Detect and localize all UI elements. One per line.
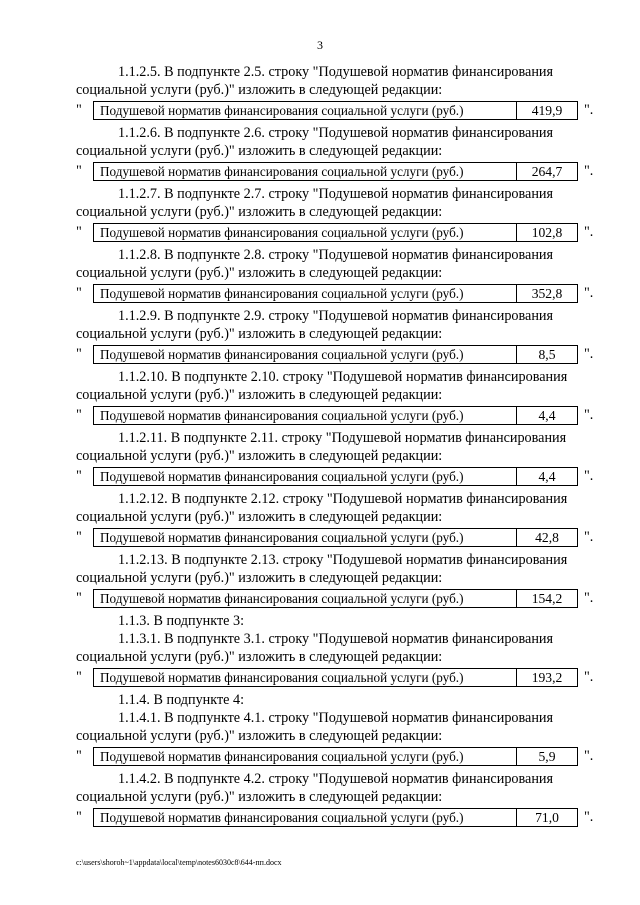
table-cell-value: 352,8 [516, 285, 577, 302]
amendment-text [76, 630, 596, 648]
replacement-table [93, 284, 578, 303]
item-text-line1: В подпункте 3.1. строку "Подушевой норматив финансирования [164, 631, 554, 647]
table-cell-value: 8,5 [516, 346, 577, 363]
item-number: 1.1.4.2. [118, 771, 161, 787]
replacement-table [93, 223, 578, 242]
item-text-line1: В подпункте 2.8. строку "Подушевой норматив финансирования [164, 247, 554, 263]
replacement-table [93, 528, 578, 547]
section-heading: 1.1.3. В подпункте 3: [118, 613, 245, 629]
table-cell-label: Подушевой норматив финансирования социальной услуги (руб.) [100, 347, 464, 362]
replacement-table [93, 345, 578, 364]
item-number: 1.1.2.9. [118, 308, 161, 324]
close-quote: ". [584, 102, 594, 118]
amendment-item [76, 368, 596, 427]
item-text-line2: социальной услуги (руб.)" изложить в следующей редакции: [76, 509, 443, 525]
close-quote: ". [584, 590, 594, 606]
amendment-text [76, 124, 596, 142]
close-quote: ". [584, 346, 594, 362]
amendment-item [76, 124, 596, 183]
item-number: 1.1.2.6. [118, 125, 161, 141]
amendment-item [76, 630, 596, 689]
item-number: 1.1.3.1. [118, 631, 161, 647]
table-cell-label: Подушевой норматив финансирования социальной услуги (руб.) [100, 469, 464, 484]
item-text-line1: В подпункте 2.9. строку "Подушевой норматив финансирования [164, 308, 554, 324]
open-quote: " [76, 346, 82, 362]
table-cell-label: Подушевой норматив финансирования социальной услуги (руб.) [100, 286, 464, 301]
item-text-line2: социальной услуги (руб.)" изложить в следующей редакции: [76, 728, 443, 744]
table-cell-value: 102,8 [516, 224, 577, 241]
item-text-line2: социальной услуги (руб.)" изложить в следующей редакции: [76, 649, 443, 665]
table-cell-value: 193,2 [516, 669, 577, 686]
item-number: 1.1.2.10. [118, 369, 168, 385]
replacement-table [93, 668, 578, 687]
item-text-line2: социальной услуги (руб.)" изложить в следующей редакции: [76, 448, 443, 464]
open-quote: " [76, 669, 82, 685]
item-text-line1: В подпункте 2.12. строку "Подушевой норматив финансирования [171, 491, 568, 507]
open-quote: " [76, 163, 82, 179]
open-quote: " [76, 285, 82, 301]
item-text-line2: социальной услуги (руб.)" изложить в следующей редакции: [76, 387, 443, 403]
open-quote: " [76, 468, 82, 484]
item-text-line1: В подпункте 4.2. строку "Подушевой норматив финансирования [164, 771, 554, 787]
close-quote: ". [584, 669, 594, 685]
close-quote: ". [584, 285, 594, 301]
replacement-row [76, 589, 596, 610]
amendment-item [76, 63, 596, 122]
amendment-item [76, 307, 596, 366]
table-cell-label: Подушевой норматив финансирования социальной услуги (руб.) [100, 810, 464, 825]
amendment-text [76, 770, 596, 788]
item-number: 1.1.2.8. [118, 247, 161, 263]
table-cell-label: Подушевой норматив финансирования социальной услуги (руб.) [100, 103, 464, 118]
footer-file-path: c:\users\shoroh~1\appdata\local\temp\notes6030c8\644-пп.docx [76, 858, 282, 867]
item-number: 1.1.4.1. [118, 710, 161, 726]
close-quote: ". [584, 468, 594, 484]
page-number: 3 [317, 38, 323, 52]
item-text-line2: социальной услуги (руб.)" изложить в следующей редакции: [76, 82, 443, 98]
item-text-line1: В подпункте 2.10. строку "Подушевой норматив финансирования [171, 369, 568, 385]
amendment-item [76, 709, 596, 768]
table-cell-label: Подушевой норматив финансирования социальной услуги (руб.) [100, 591, 464, 606]
table-cell-label: Подушевой норматив финансирования социальной услуги (руб.) [100, 530, 464, 545]
replacement-table [93, 406, 578, 425]
table-cell-value: 42,8 [516, 529, 577, 546]
item-text-line2: социальной услуги (руб.)" изложить в следующей редакции: [76, 265, 443, 281]
close-quote: ". [584, 224, 594, 240]
table-cell-label: Подушевой норматив финансирования социальной услуги (руб.) [100, 225, 464, 240]
open-quote: " [76, 407, 82, 423]
replacement-table [93, 747, 578, 766]
document-body [76, 63, 596, 831]
amendment-text [76, 307, 596, 325]
section-heading: 1.1.4. В подпункте 4: [118, 692, 245, 708]
open-quote: " [76, 809, 82, 825]
table-cell-value: 154,2 [516, 590, 577, 607]
replacement-row [76, 101, 596, 122]
table-cell-label: Подушевой норматив финансирования социальной услуги (руб.) [100, 749, 464, 764]
amendment-item [76, 770, 596, 829]
item-text-line2: социальной услуги (руб.)" изложить в следующей редакции: [76, 326, 443, 342]
amendment-item [76, 429, 596, 488]
replacement-row [76, 747, 596, 768]
table-cell-value: 264,7 [516, 163, 577, 180]
replacement-row [76, 284, 596, 305]
item-text-line1: В подпункте 2.11. строку "Подушевой норматив финансирования [170, 430, 567, 446]
close-quote: ". [584, 809, 594, 825]
replacement-table [93, 589, 578, 608]
item-text-line1: В подпункте 2.13. строку "Подушевой норматив финансирования [171, 552, 568, 568]
amendment-text [76, 709, 596, 727]
amendment-text [76, 490, 596, 508]
table-cell-value: 4,4 [516, 468, 577, 485]
amendment-text [76, 185, 596, 203]
item-text-line2: социальной услуги (руб.)" изложить в следующей редакции: [76, 143, 443, 159]
close-quote: ". [584, 163, 594, 179]
open-quote: " [76, 748, 82, 764]
item-number: 1.1.2.7. [118, 186, 161, 202]
amendment-text [76, 368, 596, 386]
replacement-row [76, 668, 596, 689]
amendment-text [76, 429, 596, 447]
amendment-item [76, 185, 596, 244]
replacement-row [76, 808, 596, 829]
item-number: 1.1.2.5. [118, 64, 161, 80]
item-text-line2: социальной услуги (руб.)" изложить в следующей редакции: [76, 789, 443, 805]
replacement-table [93, 467, 578, 486]
item-text-line1: В подпункте 2.6. строку "Подушевой норматив финансирования [164, 125, 554, 141]
item-text-line2: социальной услуги (руб.)" изложить в следующей редакции: [76, 570, 443, 586]
replacement-row [76, 528, 596, 549]
open-quote: " [76, 590, 82, 606]
close-quote: ". [584, 407, 594, 423]
replacement-row [76, 162, 596, 183]
open-quote: " [76, 224, 82, 240]
item-text-line2: социальной услуги (руб.)" изложить в следующей редакции: [76, 204, 443, 220]
amendment-item [76, 246, 596, 305]
amendment-text [76, 246, 596, 264]
amendment-item [76, 490, 596, 549]
item-number: 1.1.2.13. [118, 552, 168, 568]
close-quote: ". [584, 529, 594, 545]
table-cell-value: 4,4 [516, 407, 577, 424]
replacement-table [93, 162, 578, 181]
item-number: 1.1.2.12. [118, 491, 168, 507]
item-text-line1: В подпункте 4.1. строку "Подушевой норматив финансирования [164, 710, 554, 726]
replacement-row [76, 223, 596, 244]
replacement-table [93, 808, 578, 827]
open-quote: " [76, 102, 82, 118]
close-quote: ". [584, 748, 594, 764]
table-cell-value: 419,9 [516, 102, 577, 119]
table-cell-value: 71,0 [516, 809, 577, 826]
replacement-table [93, 101, 578, 120]
replacement-row [76, 467, 596, 488]
item-number: 1.1.2.11. [118, 430, 168, 446]
replacement-row [76, 345, 596, 366]
open-quote: " [76, 529, 82, 545]
item-text-line1: В подпункте 2.5. строку "Подушевой норматив финансирования [164, 64, 554, 80]
amendment-text [76, 551, 596, 569]
amendment-text [76, 63, 596, 81]
item-text-line1: В подпункте 2.7. строку "Подушевой норматив финансирования [164, 186, 554, 202]
table-cell-label: Подушевой норматив финансирования социальной услуги (руб.) [100, 164, 464, 179]
replacement-row [76, 406, 596, 427]
table-cell-value: 5,9 [516, 748, 577, 765]
table-cell-label: Подушевой норматив финансирования социальной услуги (руб.) [100, 408, 464, 423]
table-cell-label: Подушевой норматив финансирования социальной услуги (руб.) [100, 670, 464, 685]
amendment-item [76, 551, 596, 610]
